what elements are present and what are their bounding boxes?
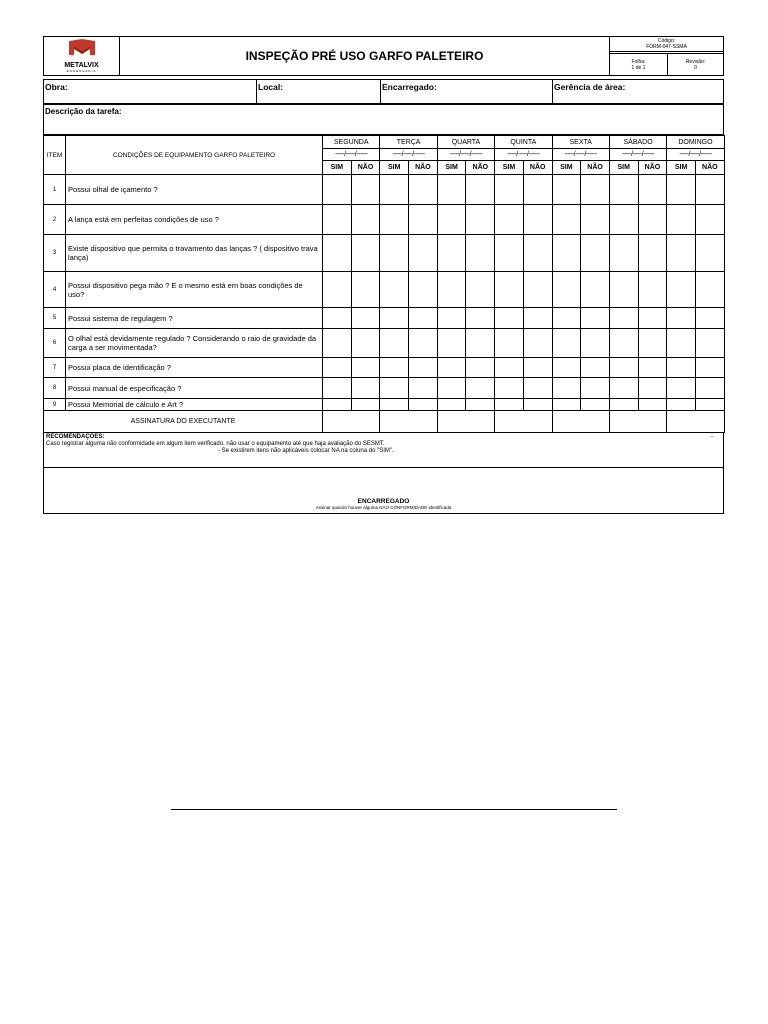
nao-checkbox-cell[interactable] (351, 329, 380, 358)
sim-checkbox-cell[interactable] (667, 329, 696, 358)
sim-checkbox-cell[interactable] (667, 399, 696, 411)
descricao-field[interactable]: Descrição da tarefa: (44, 105, 724, 135)
folha-label: Folha: (631, 58, 646, 65)
sim-header: SIM (552, 161, 581, 175)
signature-field[interactable] (667, 411, 724, 433)
item-number: 6 (44, 329, 66, 358)
assinatura-executante-label: ASSINATURA DO EXECUTANTE (44, 411, 323, 433)
encarregado-signature-field[interactable] (44, 468, 724, 514)
day-header: TERÇA (380, 136, 437, 149)
sim-checkbox-cell[interactable] (609, 358, 638, 378)
nao-header: NÃO (638, 161, 667, 175)
nao-checkbox-cell[interactable] (351, 205, 380, 235)
sim-checkbox-cell[interactable] (667, 272, 696, 308)
item-question: Existe dispositivo que permita o travamento das lanças ? ( dispositivo trava lança) (66, 235, 323, 272)
nao-checkbox-cell[interactable] (638, 175, 667, 205)
sim-checkbox-cell[interactable] (609, 308, 638, 329)
item-question: Possui Memorial de cálculo e Art ? (66, 399, 323, 411)
sim-checkbox-cell[interactable] (380, 358, 409, 378)
sim-checkbox-cell[interactable] (323, 205, 352, 235)
nao-checkbox-cell[interactable] (351, 358, 380, 378)
sim-checkbox-cell[interactable] (552, 308, 581, 329)
item-number: 5 (44, 308, 66, 329)
codigo-cell (610, 37, 724, 52)
item-number: 3 (44, 235, 66, 272)
item-question: Possui dispositivo pega mão ? E o mesmo está em boas condições de uso? (66, 272, 323, 308)
day-header: SEGUNDA (323, 136, 380, 149)
day-header: SEXTA (552, 136, 609, 149)
recomendacoes-label: RECOMENDAÇÕES: (46, 434, 105, 440)
nao-checkbox-cell[interactable] (409, 205, 438, 235)
date-field[interactable]: -----/-----/------ (380, 149, 437, 161)
sim-checkbox-cell[interactable] (380, 399, 409, 411)
sim-checkbox-cell[interactable] (437, 329, 466, 358)
day-header: QUARTA (437, 136, 494, 149)
nao-checkbox-cell[interactable] (409, 378, 438, 399)
nao-checkbox-cell[interactable] (523, 235, 552, 272)
signature-field[interactable] (323, 411, 380, 433)
codigo-label: Código: (657, 38, 676, 45)
nao-checkbox-cell[interactable] (466, 329, 495, 358)
nao-checkbox-cell[interactable] (581, 329, 610, 358)
checklist-row (44, 358, 725, 378)
sim-checkbox-cell[interactable] (323, 235, 352, 272)
nao-checkbox-cell[interactable] (351, 399, 380, 411)
nao-checkbox-cell[interactable] (523, 378, 552, 399)
nao-checkbox-cell[interactable] (409, 272, 438, 308)
checklist-grid (43, 135, 725, 433)
condicoes-header: CONDIÇÕES DE EQUIPAMENTO GARFO PALETEIRO (66, 136, 323, 175)
sim-checkbox-cell[interactable] (437, 399, 466, 411)
nao-header: NÃO (581, 161, 610, 175)
form-header (43, 36, 724, 76)
nao-checkbox-cell[interactable] (638, 358, 667, 378)
sim-checkbox-cell[interactable] (609, 235, 638, 272)
nao-checkbox-cell[interactable] (466, 358, 495, 378)
checklist-row (44, 205, 725, 235)
nao-checkbox-cell[interactable] (638, 205, 667, 235)
nao-checkbox-cell[interactable] (351, 308, 380, 329)
encarregado-signature-section (43, 468, 724, 514)
sim-checkbox-cell[interactable] (552, 378, 581, 399)
nao-checkbox-cell[interactable] (581, 308, 610, 329)
nao-checkbox-cell[interactable] (466, 378, 495, 399)
encarregado-field[interactable]: Encarregado: (381, 80, 553, 104)
checklist-row (44, 308, 725, 329)
nao-checkbox-cell[interactable] (695, 329, 724, 358)
day-header: SÁBADO (609, 136, 666, 149)
sim-checkbox-cell[interactable] (609, 205, 638, 235)
sim-checkbox-cell[interactable] (667, 358, 696, 378)
sim-checkbox-cell[interactable] (495, 308, 524, 329)
sim-checkbox-cell[interactable] (609, 399, 638, 411)
sim-checkbox-cell[interactable] (495, 205, 524, 235)
company-logo (44, 37, 120, 76)
local-field[interactable]: Local: (257, 80, 381, 104)
sim-checkbox-cell[interactable] (437, 272, 466, 308)
nao-checkbox-cell[interactable] (695, 205, 724, 235)
signature-line (171, 809, 617, 810)
sim-checkbox-cell[interactable] (380, 175, 409, 205)
sim-checkbox-cell[interactable] (495, 399, 524, 411)
nao-checkbox-cell[interactable] (638, 308, 667, 329)
nao-checkbox-cell[interactable] (409, 235, 438, 272)
nao-checkbox-cell[interactable] (523, 175, 552, 205)
logo-subtext: ENGENHARIA (66, 69, 97, 73)
nao-checkbox-cell[interactable] (695, 235, 724, 272)
nao-checkbox-cell[interactable] (581, 235, 610, 272)
codigo-value: FORM-047-SSMA (646, 44, 687, 51)
sim-checkbox-cell[interactable] (380, 235, 409, 272)
nao-checkbox-cell[interactable] (581, 175, 610, 205)
sim-checkbox-cell[interactable] (609, 272, 638, 308)
sim-checkbox-cell[interactable] (323, 272, 352, 308)
sim-checkbox-cell[interactable] (437, 358, 466, 378)
encarregado-note: Assinar quando houver alguma NÃO CONFORMIDADE identificada (315, 505, 452, 510)
checklist-row (44, 329, 725, 358)
sim-checkbox-cell[interactable] (323, 378, 352, 399)
obra-field[interactable]: Obra: (44, 80, 257, 104)
nao-checkbox-cell[interactable] (409, 175, 438, 205)
nao-checkbox-cell[interactable] (638, 399, 667, 411)
nao-checkbox-cell[interactable] (351, 235, 380, 272)
revisao-value: 0 (694, 64, 697, 71)
sim-checkbox-cell[interactable] (437, 175, 466, 205)
nao-checkbox-cell[interactable] (523, 329, 552, 358)
sim-checkbox-cell[interactable] (380, 308, 409, 329)
nao-checkbox-cell[interactable] (409, 399, 438, 411)
sim-checkbox-cell[interactable] (552, 272, 581, 308)
nao-checkbox-cell[interactable] (351, 272, 380, 308)
nao-checkbox-cell[interactable] (466, 235, 495, 272)
sim-checkbox-cell[interactable] (495, 329, 524, 358)
description-row (43, 104, 724, 135)
nao-checkbox-cell[interactable] (695, 308, 724, 329)
recomendacoes-line1: Caso registrar alguma não conformidade em algum item verificado, não usar o equipamento até que haja avaliação do SESMT. (46, 441, 385, 447)
folha-cell (610, 54, 668, 76)
item-question: Possui manual de especificação ? (66, 378, 323, 399)
gerencia-field[interactable]: Gerência de área: (553, 80, 724, 104)
date-field[interactable]: -----/-----/------ (609, 149, 666, 161)
recomendacoes-line2: - Se existirem itens não aplicáveis colocar NA na coluna do "SIM". (218, 448, 394, 454)
sim-checkbox-cell[interactable] (323, 358, 352, 378)
signature-field[interactable] (437, 411, 494, 433)
date-field[interactable]: -----/-----/------ (667, 149, 724, 161)
nao-checkbox-cell[interactable] (695, 272, 724, 308)
sim-header: SIM (495, 161, 524, 175)
checklist-row (44, 175, 725, 205)
nao-checkbox-cell[interactable] (409, 308, 438, 329)
nao-checkbox-cell[interactable] (523, 272, 552, 308)
sim-header: SIM (667, 161, 696, 175)
sim-header: SIM (323, 161, 352, 175)
nao-checkbox-cell[interactable] (523, 399, 552, 411)
signature-row (44, 411, 725, 433)
item-number: 9 (44, 399, 66, 411)
nao-header: NÃO (466, 161, 495, 175)
sim-checkbox-cell[interactable] (323, 175, 352, 205)
nao-checkbox-cell[interactable] (695, 378, 724, 399)
recomendacoes-dash: - (711, 434, 713, 440)
nao-checkbox-cell[interactable] (409, 329, 438, 358)
nao-checkbox-cell[interactable] (638, 378, 667, 399)
signature-field[interactable] (609, 411, 666, 433)
nao-checkbox-cell[interactable] (409, 358, 438, 378)
date-field[interactable]: -----/-----/------ (552, 149, 609, 161)
item-number: 4 (44, 272, 66, 308)
nao-checkbox-cell[interactable] (581, 205, 610, 235)
nao-checkbox-cell[interactable] (581, 399, 610, 411)
sim-checkbox-cell[interactable] (609, 175, 638, 205)
sim-checkbox-cell[interactable] (667, 378, 696, 399)
folha-value: 1 de 1 (631, 64, 646, 71)
checklist-row (44, 378, 725, 399)
sim-checkbox-cell[interactable] (495, 358, 524, 378)
sim-checkbox-cell[interactable] (437, 205, 466, 235)
encarregado-label: ENCARREGADO (357, 498, 410, 505)
nao-checkbox-cell[interactable] (466, 175, 495, 205)
revisao-cell (668, 54, 724, 76)
sim-checkbox-cell[interactable] (380, 378, 409, 399)
sim-checkbox-cell[interactable] (552, 175, 581, 205)
nao-header: NÃO (695, 161, 724, 175)
date-field[interactable]: -----/-----/------ (437, 149, 494, 161)
signature-field[interactable] (380, 411, 437, 433)
item-question: Possui placa de identificação ? (66, 358, 323, 378)
sim-checkbox-cell[interactable] (552, 329, 581, 358)
recomendacoes-section (43, 433, 724, 468)
sim-checkbox-cell[interactable] (437, 378, 466, 399)
sim-checkbox-cell[interactable] (495, 175, 524, 205)
sim-header: SIM (380, 161, 409, 175)
sim-checkbox-cell[interactable] (552, 399, 581, 411)
checklist-row (44, 399, 725, 411)
nao-checkbox-cell[interactable] (638, 272, 667, 308)
nao-checkbox-cell[interactable] (351, 378, 380, 399)
sim-checkbox-cell[interactable] (323, 329, 352, 358)
sim-checkbox-cell[interactable] (495, 235, 524, 272)
sim-checkbox-cell[interactable] (380, 205, 409, 235)
nao-checkbox-cell[interactable] (466, 399, 495, 411)
sim-header: SIM (609, 161, 638, 175)
sim-checkbox-cell[interactable] (609, 329, 638, 358)
inspection-form (43, 36, 724, 514)
nao-header: NÃO (409, 161, 438, 175)
nao-checkbox-cell[interactable] (466, 272, 495, 308)
checklist-row (44, 272, 725, 308)
nao-checkbox-cell[interactable] (523, 308, 552, 329)
nao-checkbox-cell[interactable] (695, 175, 724, 205)
sim-checkbox-cell[interactable] (437, 235, 466, 272)
nao-checkbox-cell[interactable] (523, 358, 552, 378)
sim-checkbox-cell[interactable] (495, 272, 524, 308)
nao-checkbox-cell[interactable] (466, 205, 495, 235)
item-question: Possui sistema de regulagem ? (66, 308, 323, 329)
sim-checkbox-cell[interactable] (323, 308, 352, 329)
nao-header: NÃO (523, 161, 552, 175)
sim-checkbox-cell[interactable] (380, 272, 409, 308)
sim-checkbox-cell[interactable] (323, 399, 352, 411)
metalvix-logo-icon (65, 39, 99, 57)
form-title: INSPEÇÃO PRÉ USO GARFO PALETEIRO (120, 37, 610, 76)
signature-field[interactable] (552, 411, 609, 433)
sim-checkbox-cell[interactable] (609, 378, 638, 399)
sim-checkbox-cell[interactable] (495, 378, 524, 399)
sim-checkbox-cell[interactable] (380, 329, 409, 358)
date-field[interactable]: -----/-----/------ (495, 149, 552, 161)
nao-checkbox-cell[interactable] (466, 308, 495, 329)
item-number: 2 (44, 205, 66, 235)
date-field[interactable]: -----/-----/------ (323, 149, 380, 161)
sim-checkbox-cell[interactable] (552, 358, 581, 378)
nao-checkbox-cell[interactable] (351, 175, 380, 205)
nao-checkbox-cell[interactable] (581, 272, 610, 308)
nao-checkbox-cell[interactable] (638, 235, 667, 272)
nao-checkbox-cell[interactable] (581, 358, 610, 378)
nao-header: NÃO (351, 161, 380, 175)
sim-checkbox-cell[interactable] (552, 235, 581, 272)
sim-checkbox-cell[interactable] (667, 235, 696, 272)
nao-checkbox-cell[interactable] (695, 399, 724, 411)
item-question: O olhal está devidamente regulado ? Considerando o raio de gravidade da carga a ser movimentada? (66, 329, 323, 358)
item-question: Possui olhal de içamento ? (66, 175, 323, 205)
day-header: DOMINGO (667, 136, 724, 149)
sim-checkbox-cell[interactable] (667, 175, 696, 205)
item-number: 8 (44, 378, 66, 399)
signature-field[interactable] (495, 411, 552, 433)
item-header: ITEM (44, 136, 66, 175)
item-question: A lança está em perfeitas condições de uso ? (66, 205, 323, 235)
nao-checkbox-cell[interactable] (581, 378, 610, 399)
info-row (43, 79, 724, 104)
sim-checkbox-cell[interactable] (667, 308, 696, 329)
logo-text: METALVIX (64, 62, 99, 69)
nao-checkbox-cell[interactable] (695, 358, 724, 378)
sim-checkbox-cell[interactable] (552, 205, 581, 235)
revisao-label: Revisão: (685, 58, 706, 65)
day-header: QUINTA (495, 136, 552, 149)
nao-checkbox-cell[interactable] (523, 205, 552, 235)
item-number: 1 (44, 175, 66, 205)
checklist-row (44, 235, 725, 272)
item-number: 7 (44, 358, 66, 378)
nao-checkbox-cell[interactable] (638, 329, 667, 358)
sim-checkbox-cell[interactable] (437, 308, 466, 329)
sim-header: SIM (437, 161, 466, 175)
sim-checkbox-cell[interactable] (667, 205, 696, 235)
